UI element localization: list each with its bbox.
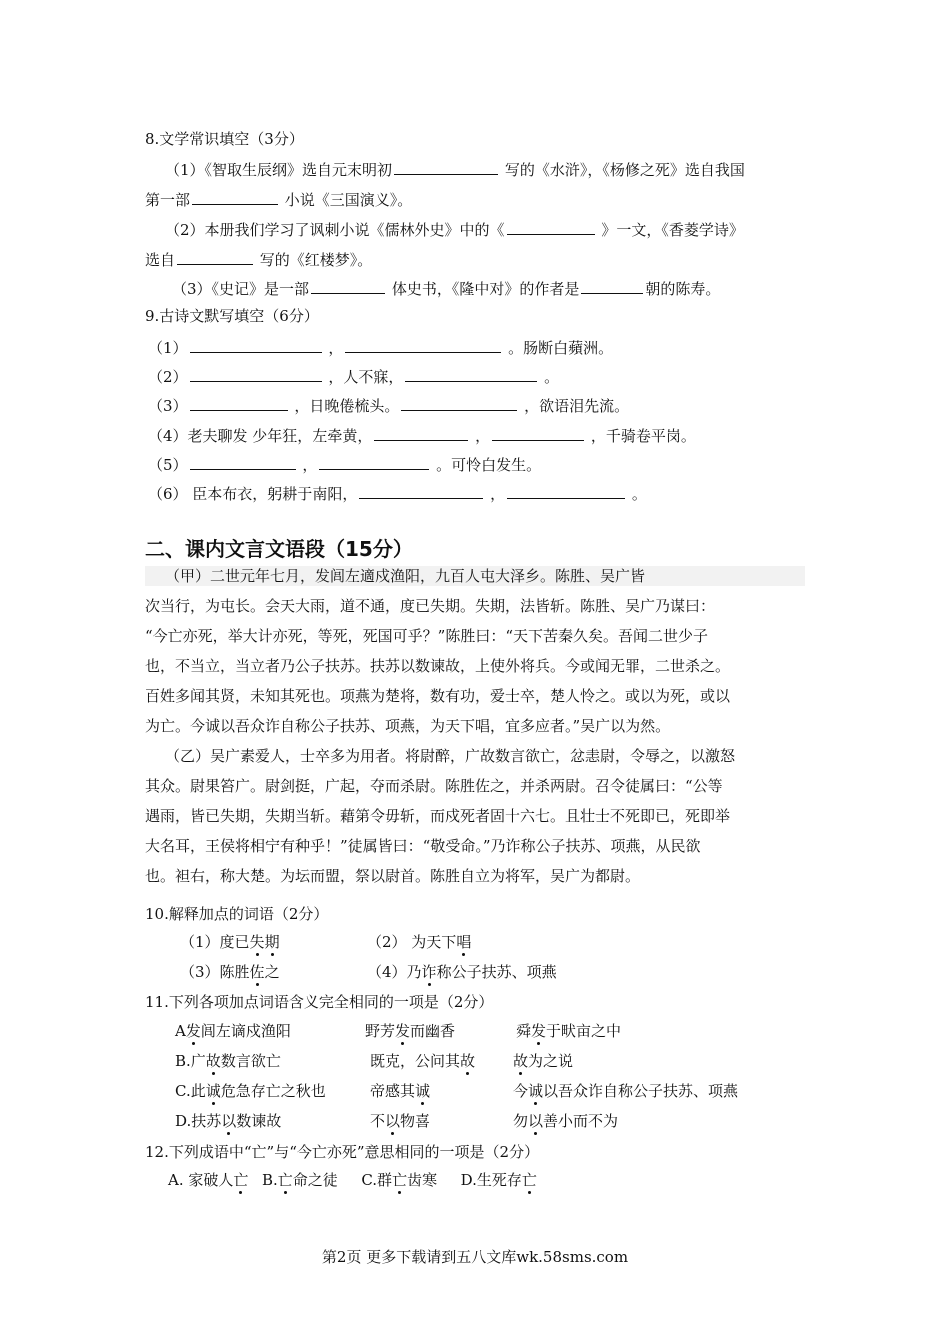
- q11-option-d-2: [370, 1111, 430, 1131]
- q8-item-2-text-b: 》一文，《香菱学诗》: [601, 221, 744, 239]
- page-footer: 第2页 更多下载请到五八文库wk.58sms.com: [321, 1248, 629, 1266]
- q9-line-4-tail: ，千骑卷平岗。: [590, 427, 696, 445]
- q11-option-c-2: [370, 1081, 430, 1101]
- q9-line-2-tail: 。: [544, 368, 560, 386]
- q9-line-3-tail: ，欲语泪先流。: [524, 397, 630, 415]
- q9-line-6-tail: 。: [631, 485, 647, 503]
- dotted-char: 亡: [277, 1171, 293, 1189]
- answer-blank[interactable]: [192, 188, 278, 205]
- passage-yi-line-2: 其众。尉果笞广。尉剑挺，广起，夺而杀尉。陈胜佐之，并杀两尉。召令徒属曰：“公等: [145, 777, 723, 795]
- dotted-char: 诚: [205, 1082, 221, 1100]
- answer-blank[interactable]: [177, 248, 253, 265]
- q10-item-2-text: （2） 为天下: [367, 933, 457, 951]
- q8-item-3-text-b: 体史书，《隆中对》的作者是: [391, 280, 580, 298]
- q9-title: 9.古诗文默写填空（6分）: [145, 307, 319, 325]
- dotted-char: 以: [528, 1112, 544, 1130]
- q11-option-a-1: [175, 1021, 291, 1041]
- answer-blank[interactable]: [492, 424, 584, 441]
- option-text: 危急存亡之秋也: [220, 1082, 326, 1100]
- option-text: 不: [370, 1112, 386, 1130]
- q8-item-2-text-d: 写的《红楼梦》。: [259, 251, 373, 269]
- answer-blank[interactable]: [359, 482, 483, 499]
- answer-blank[interactable]: [190, 453, 296, 470]
- q9-line-3-label: （3）: [148, 397, 188, 415]
- option-text: 而幽香: [410, 1022, 456, 1040]
- q11-option-b-3: [513, 1051, 573, 1071]
- dotted-char: 诈: [421, 963, 437, 981]
- answer-blank[interactable]: [311, 277, 385, 294]
- dotted-char: 故: [513, 1052, 529, 1070]
- q10-item-3: [180, 962, 280, 982]
- q9-line-5-sep: ，: [302, 456, 318, 474]
- dotted-char: 亡: [233, 1171, 249, 1189]
- section-heading: 二、课内文言文语段（15分）: [145, 537, 413, 561]
- q11-option-a-2: [365, 1021, 455, 1041]
- q8-item-1-text-a: （1）《智取生辰纲》选自元末明初: [165, 161, 393, 179]
- q9-line-1-label: （1）: [148, 339, 188, 357]
- option-a: A. 家破人: [168, 1171, 234, 1189]
- q8-item-3-text-a: （3）《史记》是一部: [172, 280, 310, 298]
- option-label: C.此: [175, 1082, 206, 1100]
- q11-option-b-2: [370, 1051, 475, 1071]
- q8-item-3: [172, 277, 720, 299]
- answer-blank[interactable]: [190, 365, 322, 382]
- option-label: B.广: [175, 1052, 206, 1070]
- dotted-char: 以: [221, 1112, 237, 1130]
- option-text: 闾左谪戍渔阳: [200, 1022, 291, 1040]
- dotted-char: 发: [185, 1022, 201, 1040]
- dotted-char: 亡: [521, 1171, 537, 1189]
- answer-blank[interactable]: [190, 336, 322, 353]
- q11-option-d-1: [175, 1111, 281, 1131]
- q9-line-4-sep: ，: [475, 427, 491, 445]
- q8-item-2-text-c: 选自: [145, 251, 176, 269]
- q10-title: 10.解释加点的词语（2分）: [145, 905, 329, 923]
- q10-item-4: [367, 962, 557, 982]
- answer-blank[interactable]: [345, 336, 501, 353]
- passage-jia-line-2: 次当行，为屯长。会天大雨，道不通，度已失期。失期，法皆斩。陈胜、吴广乃谋曰：: [145, 597, 716, 615]
- option-text: 物喜: [400, 1112, 431, 1130]
- option-text: 勿: [513, 1112, 529, 1130]
- dotted-char: 失: [249, 933, 265, 951]
- q12-title: 12.下列成语中“亡”与“今亡亦死”意思相同的一项是（2分）: [145, 1143, 540, 1161]
- dotted-char: 唱: [456, 933, 472, 951]
- passage-jia-line-5: 百姓多闻其贤，未知其死也。项燕为楚将，数有功，爱士卒，楚人怜之。或以为死，或以: [145, 687, 731, 705]
- q8-item-2-cont: [145, 248, 372, 270]
- answer-blank[interactable]: [405, 365, 537, 382]
- q8-title: 8.文学常识填空（3分）: [145, 130, 304, 148]
- option-text: 善小而不为: [543, 1112, 619, 1130]
- q9-line-2-label: （2）: [148, 368, 188, 386]
- q9-line-3-mid: ，日晚倦梳头。: [294, 397, 400, 415]
- q9-line-5: [148, 453, 541, 475]
- answer-blank[interactable]: [374, 424, 468, 441]
- answer-blank[interactable]: [394, 158, 498, 175]
- q9-line-1: [148, 336, 613, 358]
- q8-item-1-cont: [145, 188, 412, 210]
- option-label: A: [175, 1022, 186, 1040]
- answer-blank[interactable]: [190, 394, 288, 411]
- q9-line-5-label: （5）: [148, 456, 188, 474]
- q11-title: 11.下列各项加点词语含义完全相同的一项是（2分）: [145, 993, 494, 1011]
- q9-line-5-tail: 。可怜白发生。: [436, 456, 542, 474]
- dotted-char: 以: [385, 1112, 401, 1130]
- option-text: 帝感其: [370, 1082, 416, 1100]
- answer-blank[interactable]: [319, 453, 429, 470]
- answer-blank[interactable]: [581, 277, 643, 294]
- passage-yi-line-3: 遇雨，皆已失期，失期当斩。藉第令毋斩，而戍死者固十六七。且壮士不死即已，死即举: [145, 807, 731, 825]
- dotted-char: 故: [205, 1052, 221, 1070]
- q10-item-3-tail: 之: [264, 963, 280, 981]
- dotted-char: 期: [264, 933, 280, 951]
- q11-option-b-1: [175, 1051, 281, 1071]
- dotted-char: 诚: [415, 1082, 431, 1100]
- q9-line-2-mid: ，人不寐，: [328, 368, 404, 386]
- q11-option-a-3: [516, 1021, 621, 1041]
- dotted-char: 佐: [249, 963, 265, 981]
- q11-option-c-3: [513, 1081, 738, 1101]
- option-c: C.群: [361, 1171, 393, 1189]
- dotted-char: 亡: [392, 1171, 408, 1189]
- option-text: 以吾众诈自称公子扶苏、项燕: [543, 1082, 739, 1100]
- q11-option-d-3: [513, 1111, 618, 1131]
- q9-line-4-label: （4）老夫聊发 少年狂，左牵黄，: [148, 427, 373, 445]
- passage-jia-line-3: “今亡亦死，举大计亦死，等死，死国可乎？”陈胜曰：“天下苦秦久矣。吾闻二世少子: [145, 627, 709, 645]
- answer-blank[interactable]: [507, 218, 595, 235]
- dotted-char: 诚: [528, 1082, 544, 1100]
- q10-item-4-tail: 称公子扶苏、项燕: [436, 963, 557, 981]
- q9-line-1-sep: ，: [328, 339, 344, 357]
- q9-line-6: [148, 482, 647, 504]
- q9-line-2: [148, 365, 559, 387]
- option-text: 既克，公问其: [370, 1052, 461, 1070]
- passage-jia-line-1: （甲）二世元年七月，发闾左適戍渔阳，九百人屯大泽乡。陈胜、吴广皆: [145, 566, 805, 586]
- dotted-char: 发: [531, 1022, 547, 1040]
- q8-item-1-text-b: 写的《水浒》，《杨修之死》选自我国: [504, 161, 745, 179]
- option-text: 为之说: [528, 1052, 574, 1070]
- q10-item-1: [180, 932, 280, 952]
- q9-line-6-label: （6） 臣本布衣，躬耕于南阳，: [148, 485, 358, 503]
- option-b: B.: [261, 1171, 278, 1189]
- option-text: 舜: [516, 1022, 532, 1040]
- answer-blank[interactable]: [507, 482, 625, 499]
- q12-options: [168, 1170, 537, 1190]
- q9-line-3: [148, 394, 629, 416]
- q9-line-6-sep: ，: [490, 485, 506, 503]
- passage-jia-line-4: 也，不当立，当立者乃公子扶苏。扶苏以数谏故，上使外将兵。今或闻无罪，二世杀之。: [145, 657, 731, 675]
- q9-line-4: [148, 424, 696, 446]
- option-c-tail: 齿寒: [407, 1171, 438, 1189]
- option-text: 野芳: [365, 1022, 396, 1040]
- option-text: 今: [513, 1082, 529, 1100]
- answer-blank[interactable]: [401, 394, 517, 411]
- q10-item-2: [367, 932, 471, 952]
- passage-yi-line-5: 也。袒右，称大楚。为坛而盟，祭以尉首。陈胜自立为将军，吴广为都尉。: [145, 867, 641, 885]
- q8-item-1-text-d: 小说《三国演义》。: [284, 191, 413, 209]
- option-b-tail: 命之徒: [292, 1171, 338, 1189]
- dotted-char: 故: [460, 1052, 476, 1070]
- q8-item-1: [165, 158, 745, 180]
- q10-item-1-text: （1）度已: [180, 933, 250, 951]
- passage-yi-line-1: （乙）吴广素爱人，士卒多为用者。将尉醉，广故数言欲亡，忿恚尉，令辱之，以激怒: [165, 747, 736, 765]
- q8-item-2-text-a: （2）本册我们学习了讽刺小说《儒林外史》中的《: [165, 221, 505, 239]
- option-d: D.生死存: [460, 1171, 522, 1189]
- option-text: 数谏故: [236, 1112, 282, 1130]
- q10-item-4-text: （4）乃: [367, 963, 422, 981]
- option-text: 数言欲亡: [220, 1052, 281, 1070]
- q9-line-1-tail: 。肠断白蘋洲。: [508, 339, 614, 357]
- q8-item-3-text-c: 朝的陈寿。: [645, 280, 721, 298]
- q8-item-2: [165, 218, 744, 240]
- q11-option-c-1: [175, 1081, 326, 1101]
- option-text: 于畎亩之中: [546, 1022, 622, 1040]
- q8-item-1-text-c: 第一部: [145, 191, 191, 209]
- q10-item-3-text: （3）陈胜: [180, 963, 250, 981]
- option-label: D.扶苏: [175, 1112, 222, 1130]
- dotted-char: 发: [395, 1022, 411, 1040]
- passage-yi-line-4: 大名耳，王侯将相宁有种乎！”徒属皆曰：“敬受命。”乃诈称公子扶苏、项燕，从民欲: [145, 837, 701, 855]
- passage-jia-line-6: 为亡。今诚以吾众诈自称公子扶苏、项燕，为天下唱，宜多应者。”吴广以为然。: [145, 717, 671, 735]
